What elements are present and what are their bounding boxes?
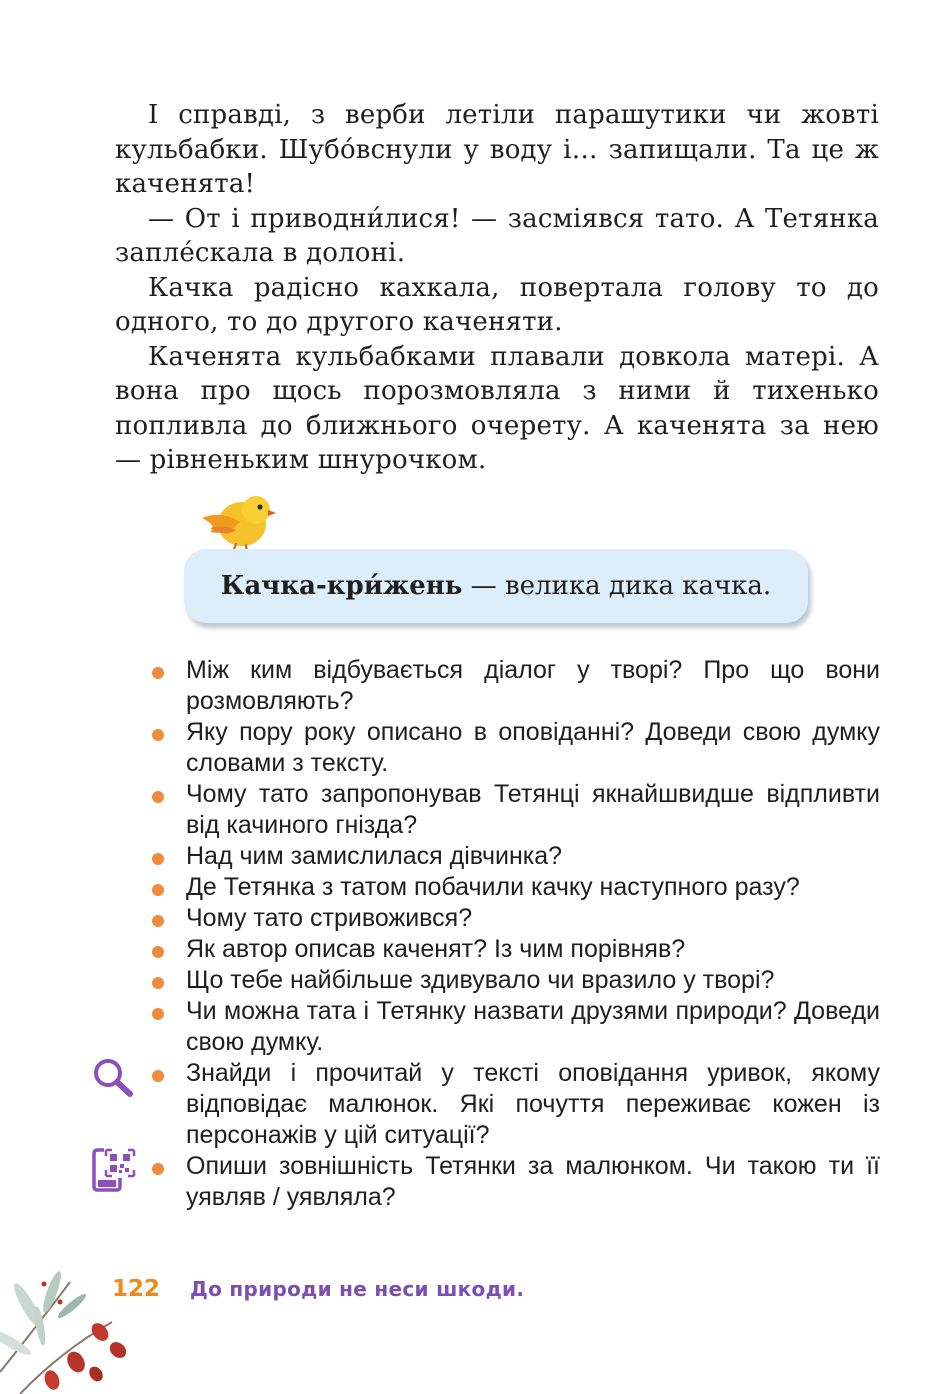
question-text: Чому тато стривожився? <box>186 904 473 932</box>
qr-code-phone-icon <box>90 1146 138 1194</box>
question-text: Яку пору року описано в оповіданні? Доведи свою думку словами з тексту. <box>186 718 880 777</box>
bullet-icon <box>152 977 164 989</box>
bullet-icon <box>152 884 164 896</box>
question-text: Чому тато запропонував Тетянці якнайшвидше відпливти від качиного гнізда? <box>186 780 880 839</box>
list-item <box>150 841 880 872</box>
bullet-icon <box>152 791 164 803</box>
glossary-term: Качка-кри́жень <box>220 571 463 601</box>
question-text: Чи можна тата і Тетянку назвати друзями природи? Доведи свою думку. <box>186 997 880 1056</box>
glossary-definition: — велика дика качка. <box>462 571 772 601</box>
bullet-icon <box>152 946 164 958</box>
page-number: 122 <box>112 1276 161 1302</box>
question-text: Між ким відбувається діалог у творі? Про що вони розмовляють? <box>186 656 880 715</box>
story-paragraph: — От і приводни́лися! — засміявся тато. А Тетянка запле́скала в долоні. <box>115 203 879 268</box>
list-item <box>150 965 880 996</box>
page-footer <box>112 1276 524 1302</box>
bullet-icon <box>152 915 164 927</box>
question-text: Над чим замислилася дівчинка? <box>186 842 563 870</box>
bullet-icon <box>152 1163 164 1175</box>
story-text <box>115 98 879 478</box>
list-item <box>150 1151 880 1213</box>
question-text: Де Тетянка з татом побачили качку наступного разу? <box>186 873 800 901</box>
list-item <box>150 717 880 779</box>
bullet-icon <box>152 1070 164 1082</box>
list-item <box>150 872 880 903</box>
bullet-icon <box>152 667 164 679</box>
question-text: Як автор описав каченят? Із чим порівняв? <box>186 935 686 963</box>
bullet-icon <box>152 853 164 865</box>
bullet-icon <box>152 1008 164 1020</box>
question-text: Опиши зовнішність Тетянки за малюнком. Чи такою ти її уявляв / уявляла? <box>186 1152 880 1211</box>
magnifier-icon <box>92 1057 136 1099</box>
glossary-box <box>184 549 808 623</box>
list-item <box>150 655 880 717</box>
story-paragraph: Каченята кульбабками плавали довкола матері. А вона про щось порозмовляла з ними й тихенько попливла до ближнього очерету. А каченята за нею — рівненьким шнурочком. <box>115 341 879 475</box>
list-item <box>150 903 880 934</box>
story-paragraph: Качка радісно кахкала, повертала голову то до одного, то до другого каченяти. <box>115 272 879 337</box>
question-text: Знайди і прочитай у тексті оповідання уривок, якому відповідає малюнок. Які почуття переживає кожен із персонажів у цій ситуації? <box>186 1059 880 1149</box>
list-item <box>150 779 880 841</box>
bullet-icon <box>152 729 164 741</box>
list-item <box>150 1058 880 1151</box>
footer-motto: До природи не неси шкоди. <box>190 1277 525 1301</box>
story-paragraph: І справді, з верби летіли парашутики чи жовті кульбабки. Шубóвснули у воду і… запищали. Та це ж каченята! <box>115 100 879 199</box>
question-list <box>150 655 880 1213</box>
question-text: Що тебе найбільше здивувало чи вразило у творі? <box>186 966 775 994</box>
list-item <box>150 996 880 1058</box>
list-item <box>150 934 880 965</box>
